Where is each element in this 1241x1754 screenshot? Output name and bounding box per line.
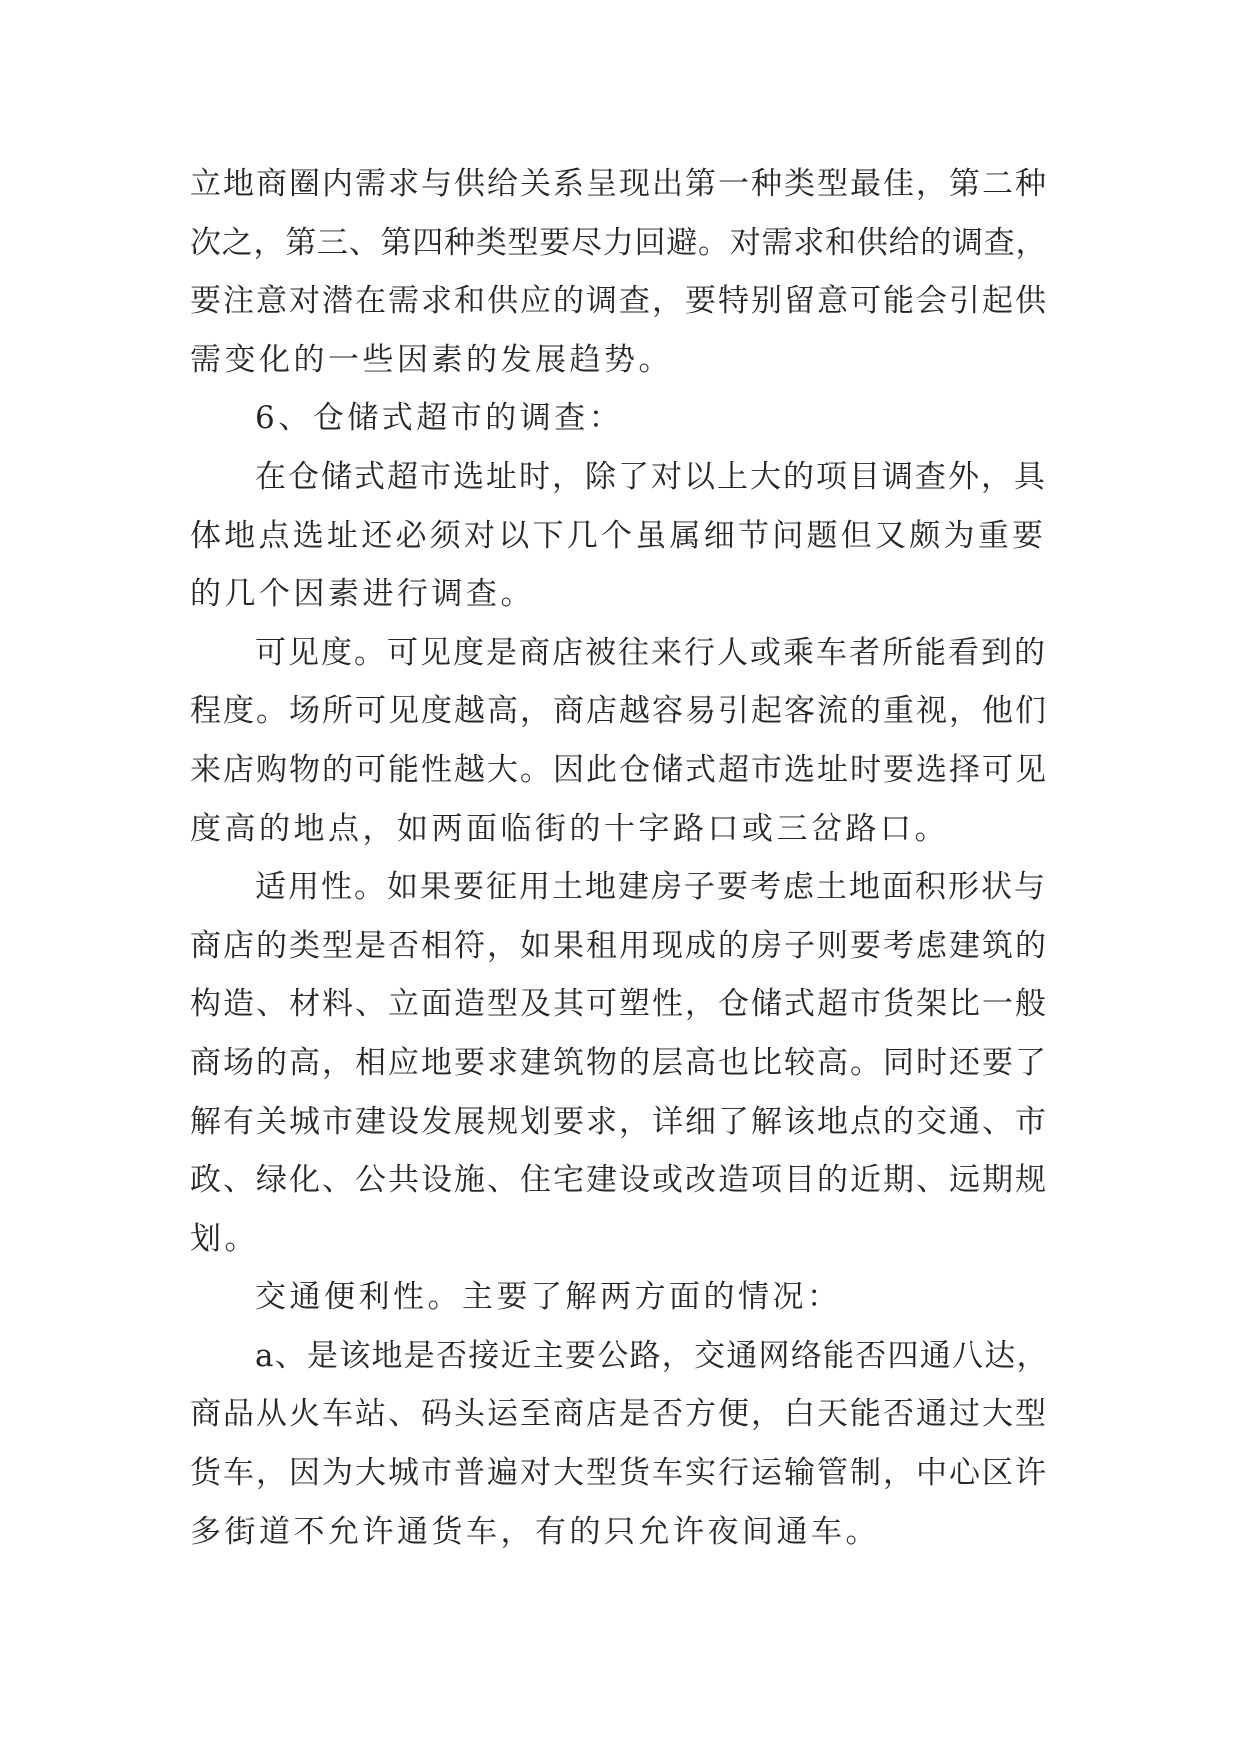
text-line: 商品从火车站、码头运至商店是否方便，白天能否通过大型 bbox=[190, 1396, 1048, 1433]
text-line: 度高的地点，如两面临街的十字路口或三岔路口。 bbox=[190, 810, 949, 847]
text-line: 可见度。可见度是商店被往来行人或乘车者所能看到的 bbox=[255, 634, 1047, 671]
text-line: 次之，第三、第四种类型要尽力回避。对需求和供给的调查， bbox=[190, 224, 1048, 261]
text-line: 构造、材料、立面造型及其可塑性，仓储式超市货架比一般 bbox=[190, 986, 1048, 1023]
text-line: 要注意对潜在需求和供应的调查，要特别留意可能会引起供 bbox=[190, 283, 1048, 320]
text-line: 解有关城市建设发展规划要求，详细了解该地点的交通、市 bbox=[190, 1103, 1048, 1140]
text-line: 的几个因素进行调查。 bbox=[190, 576, 535, 613]
text-line: 需变化的一些因素的发展趋势。 bbox=[190, 341, 673, 378]
text-line: 在仓储式超市选址时，除了对以上大的项目调查外，具 bbox=[255, 458, 1047, 495]
text-line: 商店的类型是否相符，如果租用现成的房子则要考虑建筑的 bbox=[190, 927, 1048, 964]
text-line: 政、绿化、公共设施、住宅建设或改造项目的近期、远期规 bbox=[190, 1162, 1048, 1199]
text-line: 程度。场所可见度越高，商店越容易引起客流的重视，他们 bbox=[190, 693, 1048, 730]
text-line: 交通便利性。主要了解两方面的情况： bbox=[255, 1279, 842, 1316]
text-line: 立地商圈内需求与供给关系呈现出第一种类型最佳，第二种 bbox=[190, 166, 1048, 202]
text-line: 商场的高，相应地要求建筑物的层高也比较高。同时还要了 bbox=[190, 1044, 1048, 1081]
text-line: 来店购物的可能性越大。因此仓储式超市选址时要选择可见 bbox=[190, 751, 1048, 788]
text-line: 多街道不允许通货车，有的只允许夜间通车。 bbox=[190, 1513, 880, 1550]
document-body bbox=[190, 155, 1050, 1561]
section-heading: 6、仓储式超市的调查： bbox=[255, 400, 624, 437]
text-line: 体地点选址还必须对以下几个虽属细节问题但又颇为重要 bbox=[190, 517, 1047, 554]
text-line: 适用性。如果要征用土地建房子要考虑土地面积形状与 bbox=[255, 869, 1047, 906]
text-line: a、是该地是否接近主要公路，交通网络能否四通八达， bbox=[255, 1337, 1049, 1374]
text-line: 货车，因为大城市普遍对大型货车实行运输管制，中心区许 bbox=[190, 1455, 1048, 1492]
text-line: 划。 bbox=[190, 1220, 259, 1257]
